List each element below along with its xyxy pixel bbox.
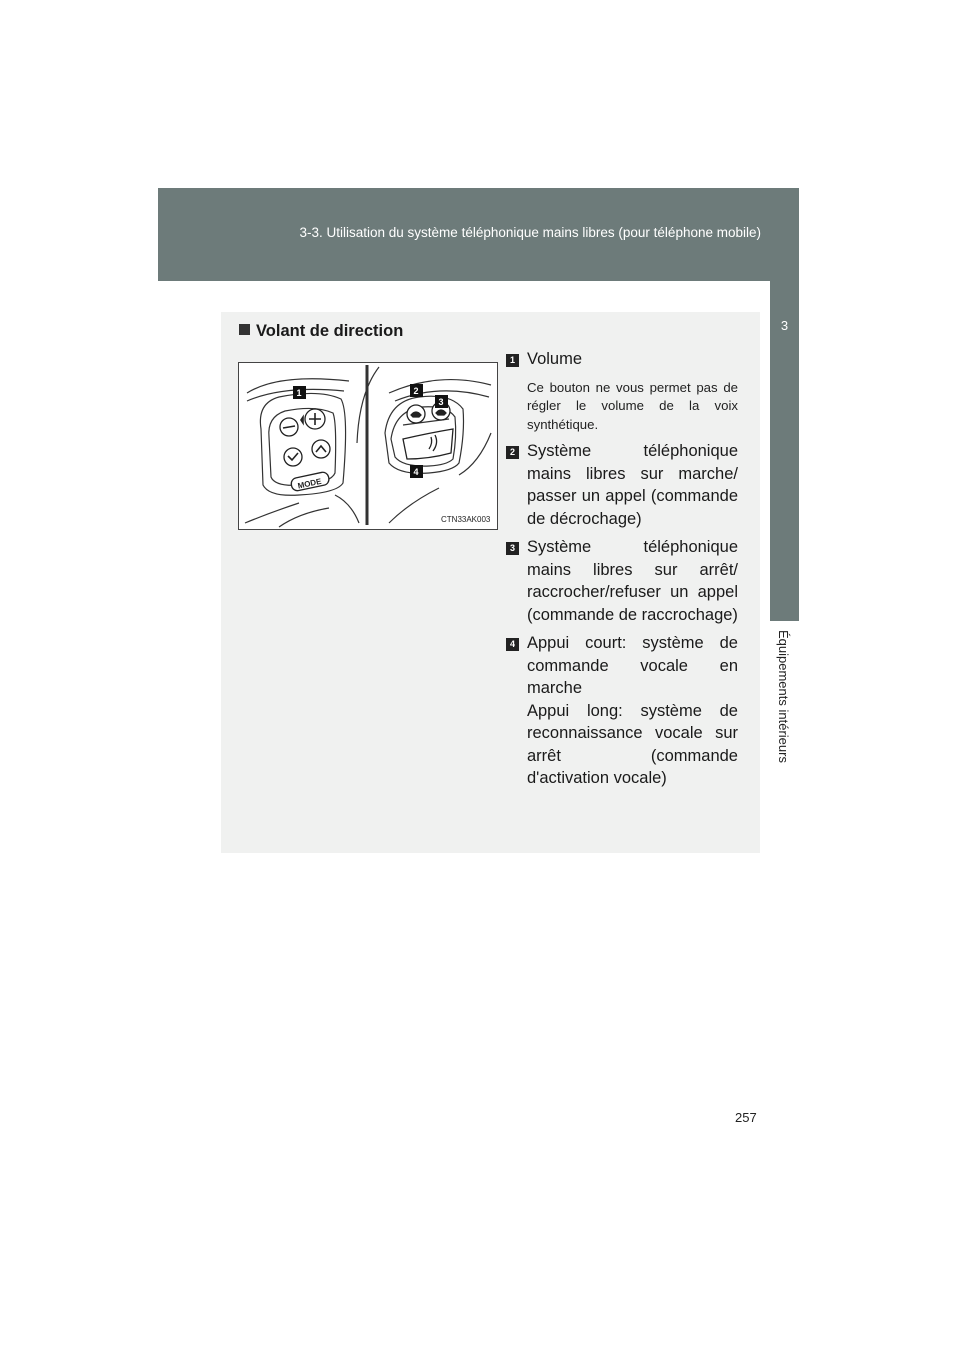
item-number-badge: 4 xyxy=(506,638,519,651)
callout-4: 4 xyxy=(413,467,419,477)
chapter-side-tab xyxy=(770,281,799,621)
steering-wheel-figure xyxy=(238,362,498,530)
list-item xyxy=(506,440,738,530)
list-item xyxy=(506,632,738,790)
item-title: Système téléphonique mains libres sur arrêt/ raccrocher/refuser un appel (commande de raccrochage) xyxy=(527,538,738,624)
item-title: Volume xyxy=(527,350,583,368)
steering-wheel-switches-illustration xyxy=(239,363,497,529)
figure-code: CTN33AK003 xyxy=(441,515,491,524)
mode-button-label: MODE xyxy=(296,476,323,491)
chapter-side-label xyxy=(770,630,799,780)
item-description: Ce bouton ne vous permet pas de régler le volume de la voix synthétique. xyxy=(527,379,738,432)
callout-2: 2 xyxy=(413,386,419,396)
callout-1: 1 xyxy=(296,388,302,398)
item-number-badge: 2 xyxy=(506,446,519,459)
content-panel xyxy=(221,312,760,853)
item-title-secondary: Appui long: système de reconnaissance vocale sur arrêt (commande d'activation vocale) xyxy=(527,701,738,787)
chapter-number: 3 xyxy=(780,318,789,333)
chapter-title: 3-3. Utilisation du système téléphonique mains libres (pour téléphone mobile) xyxy=(299,225,761,240)
item-title: Système téléphonique mains libres sur marche/ passer un appel (commande de décrochage) xyxy=(527,442,738,528)
page-number: 257 xyxy=(735,1110,757,1125)
list-item xyxy=(506,536,738,626)
item-number-badge: 1 xyxy=(506,354,519,367)
list-item xyxy=(506,348,738,434)
square-bullet-icon xyxy=(239,324,250,335)
callout-descriptions xyxy=(506,348,738,796)
section-title-text: Volant de direction xyxy=(256,322,404,340)
item-title: Appui court: système de commande vocale en marche xyxy=(527,634,738,697)
item-number-badge: 3 xyxy=(506,542,519,555)
chapter-header xyxy=(158,188,799,281)
callout-3: 3 xyxy=(438,397,444,407)
chapter-side-label-text: Équipements intérieurs xyxy=(776,630,791,763)
section-title xyxy=(239,322,403,341)
